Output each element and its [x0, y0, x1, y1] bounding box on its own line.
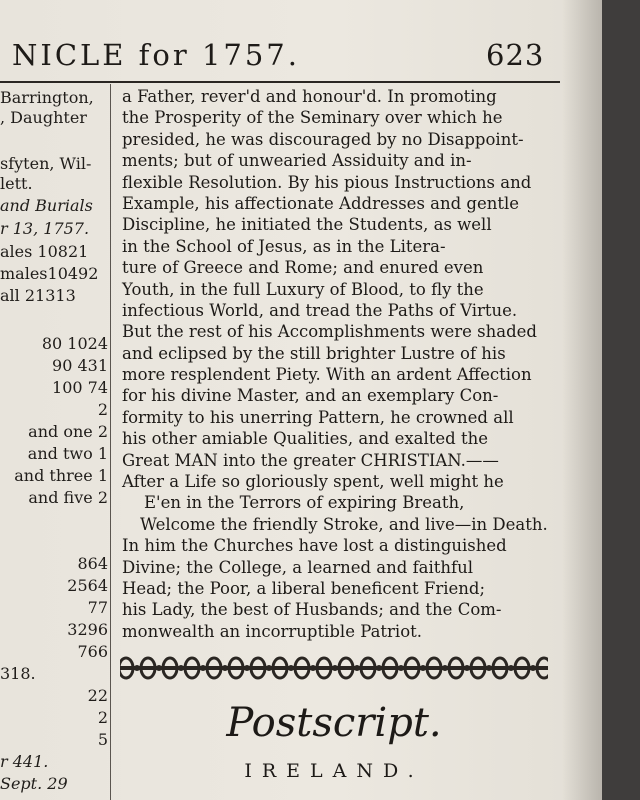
column-divider: [110, 84, 111, 800]
text-line: But the rest of his Accomplishments were shaded: [122, 322, 537, 342]
left-column-line: 2564: [67, 576, 108, 595]
text-line: infectious World, and tread the Paths of Virtue.: [122, 300, 518, 320]
text-line: Youth, in the full Luxury of Blood, to fly the: [122, 279, 484, 299]
ornament-dot: [156, 665, 162, 671]
ornament-dot: [332, 665, 338, 671]
left-column-line: 5: [97, 730, 108, 749]
ornament-dot: [530, 665, 536, 671]
page-shadow: [562, 0, 602, 800]
ornament-dot: [134, 665, 140, 671]
left-column-line: and Burials: [0, 196, 93, 215]
text-line: Divine; the College, a learned and faithful: [122, 557, 474, 577]
ornament-dot: [486, 665, 492, 671]
text-line: In him the Churches have lost a distinguished: [122, 536, 507, 556]
ornament-dot: [288, 665, 294, 671]
left-column-line: sfyten, Wil-: [0, 154, 92, 173]
ornament-dot: [464, 665, 470, 671]
left-column-line: 766: [77, 642, 108, 661]
ornament-dot: [266, 665, 272, 671]
ornamental-divider: [120, 652, 548, 684]
left-column-line: 90 431: [52, 356, 108, 375]
text-line: presided, he was discouraged by no Disappoint-: [122, 129, 524, 149]
left-column-line: and five 2: [28, 488, 108, 507]
text-line: a Father, rever'd and honour'd. In promoting: [122, 87, 497, 106]
text-line: in the School of Jesus, as in the Litera-: [122, 236, 446, 256]
header-rule: [0, 81, 560, 83]
text-line: Discipline, he initiated the Students, as well: [122, 215, 492, 235]
ireland-subheading: IRELAND.: [244, 760, 424, 782]
left-column-line: ales 10821: [0, 242, 89, 261]
ornament-dot: [178, 665, 184, 671]
postscript-heading: Postscript.: [226, 700, 442, 746]
text-line: Head; the Poor, a liberal beneficent Friend;: [122, 578, 486, 598]
text-line: ture of Greece and Rome; and enured even: [122, 258, 484, 278]
text-line: Welcome the friendly Stroke, and live—in Death.: [140, 514, 548, 534]
text-line: E'en in the Terrors of expiring Breath,: [144, 493, 465, 513]
left-column-line: Sept. 29: [0, 774, 68, 793]
ornament-dot: [310, 665, 316, 671]
cut-off-text-line: [120, 786, 548, 800]
ornament-dot: [376, 665, 382, 671]
text-line: Example, his affectionate Addresses and gentle: [122, 193, 520, 213]
running-title: NICLE for 1757.: [12, 38, 300, 72]
left-column-line: 864: [77, 554, 108, 573]
text-line: flexible Resolution. By his pious Instructions and: [122, 172, 532, 192]
left-column-line: all 21313: [0, 286, 76, 305]
text-line: and eclipsed by the still brighter Lustre of his: [122, 343, 506, 363]
left-column-line: 80 1024: [41, 334, 108, 353]
text-line: his Lady, the best of Husbands; and the Com-: [122, 600, 502, 620]
ornament-dot: [508, 665, 514, 671]
text-line: for his divine Master, and an exemplary Con-: [122, 386, 499, 406]
left-column-line: , Daughter: [0, 108, 87, 127]
left-column-line: and two 1: [27, 444, 108, 463]
left-column-line: and one 2: [28, 422, 108, 441]
text-line: ments; but of unwearied Assiduity and in-: [122, 151, 472, 171]
ornament-dot: [222, 665, 228, 671]
left-column-line: 2: [97, 400, 108, 419]
text-line: Great MAN into the greater CHRISTIAN.——: [122, 450, 499, 470]
left-column-line: males10492: [0, 264, 99, 283]
text-line: After a Life so gloriously spent, well might he: [122, 472, 504, 492]
ornament-dot: [200, 665, 206, 671]
ornament-dot: [398, 665, 404, 671]
obituary-text: [122, 86, 548, 642]
left-column-line: r 13, 1757.: [0, 219, 90, 238]
ornament-dot: [442, 665, 448, 671]
ornament-dot: [354, 665, 360, 671]
left-column-line: 2: [97, 708, 108, 727]
left-column-line: and three 1: [14, 466, 108, 485]
page-header: [0, 38, 560, 82]
left-column-line: 22: [87, 686, 108, 705]
left-column-line: 77: [87, 598, 108, 617]
left-column-line: r 441.: [0, 752, 49, 771]
text-line: his other amiable Qualities, and exalted the: [122, 429, 489, 449]
left-column-line: 3296: [67, 620, 108, 639]
page-number: 623: [486, 38, 545, 72]
text-line: the Prosperity of the Seminary over which he: [122, 108, 503, 128]
left-column-bills-of-mortality: [0, 84, 108, 800]
left-column-line: 318.: [0, 664, 36, 683]
left-column-line: 100 74: [52, 378, 108, 397]
text-line: monwealth an incorruptible Patriot.: [122, 621, 423, 641]
left-column-line: lett.: [0, 174, 33, 193]
left-column-line: Barrington,: [0, 88, 94, 107]
text-line: more resplendent Piety. With an ardent Affection: [122, 365, 532, 385]
ornament-dot: [420, 665, 426, 671]
text-line: formity to his unerring Pattern, he crowned all: [122, 407, 514, 427]
ornament-dot: [244, 665, 250, 671]
